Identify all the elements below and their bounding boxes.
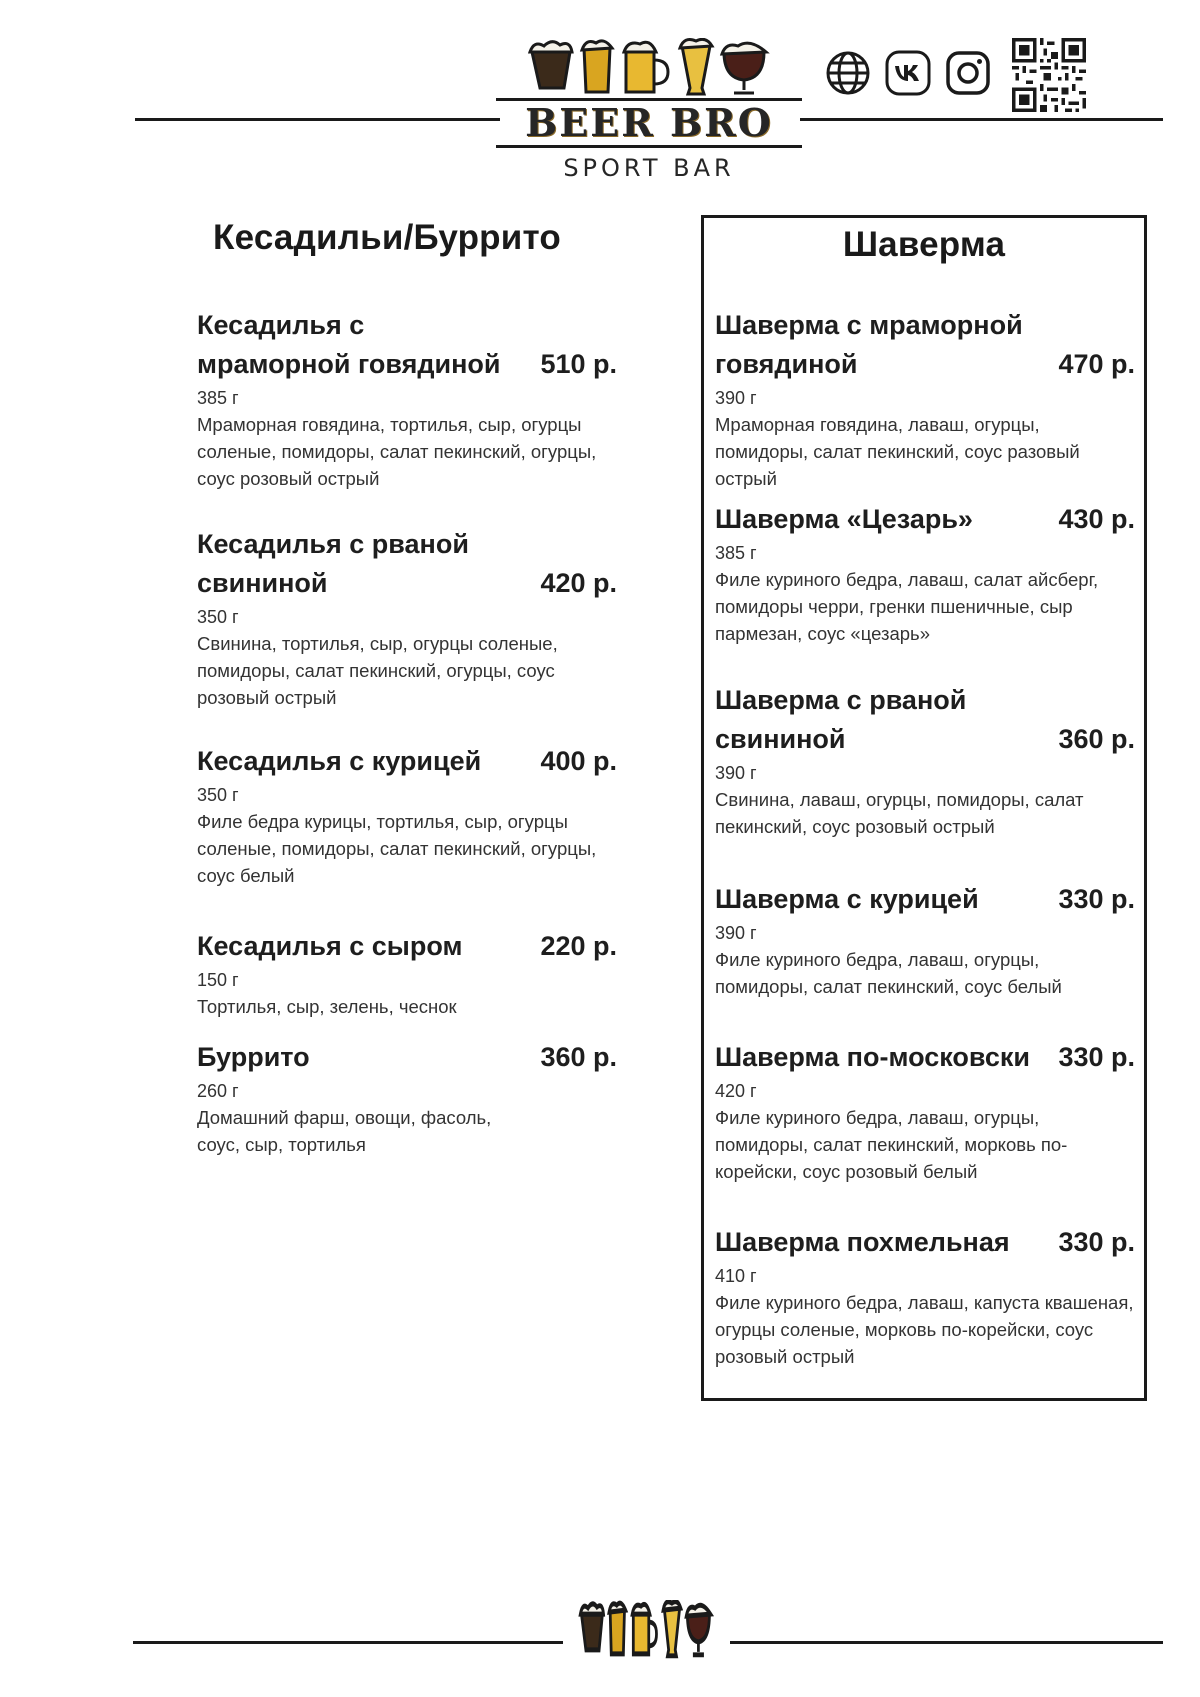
item-description: Филе бедра курицы, тортилья, сыр, огурцы соленые, помидоры, салат пекинский, огурцы, соус белый — [197, 811, 597, 886]
item-price: 330 р. — [1058, 1042, 1135, 1072]
item-weight: 385 г — [197, 388, 239, 408]
item-price: 330 р. — [1058, 884, 1135, 914]
item-name: Шаверма по-московски — [715, 1042, 1030, 1072]
item-description: Филе куриного бедра, лаваш, капуста квашеная, огурцы соленые, морковь по-корейски, соус розовый острый — [715, 1292, 1134, 1367]
item-price: 470 р. — [1058, 349, 1135, 379]
item-price: 220 р. — [540, 931, 617, 961]
menu-item — [197, 927, 617, 1020]
item-weight: 350 г — [197, 607, 239, 627]
item-description: Свинина, лаваш, огурцы, помидоры, салат пекинский, соус розовый острый — [715, 789, 1084, 837]
item-name: Кесадилья с рваной свининой — [197, 529, 469, 598]
menu-item — [715, 1038, 1135, 1185]
item-description: Филе куриного бедра, лаваш, салат айсберг, помидоры черри, гренки пшеничные, сыр пармезан, соус «цезарь» — [715, 569, 1099, 644]
qr-code-icon[interactable] — [1012, 38, 1086, 112]
item-description: Филе куриного бедра, лаваш, огурцы, помидоры, салат пекинский, морковь по-корейски, соус розовый белый — [715, 1107, 1068, 1182]
item-name: Буррито — [197, 1042, 310, 1072]
globe-icon[interactable] — [825, 50, 871, 96]
item-name: Шаверма с курицей — [715, 884, 979, 914]
item-weight: 385 г — [715, 543, 757, 563]
item-description: Мраморная говядина, тортилья, сыр, огурцы соленые, помидоры, салат пекинский, огурцы, соус розовый острый — [197, 414, 597, 489]
footer-rule-right — [730, 1641, 1163, 1644]
brand-subtitle: SPORT BAR — [563, 154, 735, 182]
item-price: 430 р. — [1058, 504, 1135, 534]
brand-name: BEER BRO — [496, 98, 802, 148]
menu-item — [715, 880, 1135, 1000]
menu-item — [715, 1223, 1135, 1370]
item-weight: 150 г — [197, 970, 239, 990]
item-price: 360 р. — [1058, 724, 1135, 754]
menu-item — [197, 306, 617, 492]
instagram-icon[interactable] — [945, 50, 991, 96]
menu-item — [715, 306, 1135, 492]
beer-glasses-icon — [496, 38, 802, 96]
item-weight: 260 г — [197, 1081, 239, 1101]
menu-item — [197, 742, 617, 889]
section-title: Шаверма — [842, 225, 1006, 264]
footer-rule-left — [133, 1641, 563, 1644]
menu-item — [197, 1038, 617, 1158]
menu-item — [197, 525, 617, 711]
section-shawarma — [701, 215, 1147, 1401]
item-weight: 350 г — [197, 785, 239, 805]
item-name: Кесадилья с сыром — [197, 931, 463, 961]
header-rule-left — [135, 118, 500, 121]
item-description: Филе куриного бедра, лаваш, огурцы, помидоры, салат пекинский, соус белый — [715, 949, 1062, 997]
item-name: Шаверма с рваной свининой — [715, 685, 967, 754]
menu-item — [715, 681, 1135, 840]
menu-item — [715, 500, 1135, 647]
beer-glasses-icon — [566, 1600, 726, 1660]
item-name: Шаверма «Цезарь» — [715, 504, 973, 534]
item-weight: 390 г — [715, 923, 757, 943]
section-title: Кесадильи/Буррито — [213, 218, 561, 257]
item-price: 330 р. — [1058, 1227, 1135, 1257]
item-price: 420 р. — [540, 568, 617, 598]
item-name: Кесадилья с мраморной говядиной — [197, 310, 501, 379]
item-price: 510 р. — [540, 349, 617, 379]
header-rule-right — [800, 118, 1163, 121]
item-weight: 420 г — [715, 1081, 757, 1101]
item-description: Свинина, тортилья, сыр, огурцы соленые, помидоры, салат пекинский, огурцы, соус розовый острый — [197, 633, 558, 708]
item-price: 400 р. — [540, 746, 617, 776]
item-weight: 410 г — [715, 1266, 757, 1286]
item-description: Мраморная говядина, лаваш, огурцы, помидоры, салат пекинский, соус разовый острый — [715, 414, 1080, 489]
social-links — [825, 50, 991, 96]
item-weight: 390 г — [715, 388, 757, 408]
item-description: Домашний фарш, овощи, фасоль, соус, сыр, тортилья — [197, 1107, 492, 1155]
item-name: Шаверма с мраморной говядиной — [715, 310, 1023, 379]
vk-icon[interactable] — [885, 50, 931, 96]
section-quesadillas — [197, 218, 617, 1155]
item-name: Шаверма похмельная — [715, 1227, 1010, 1257]
item-price: 360 р. — [540, 1042, 617, 1072]
brand-logo — [496, 38, 802, 182]
item-weight: 390 г — [715, 763, 757, 783]
item-description: Тортилья, сыр, зелень, чеснок — [197, 996, 457, 1017]
item-name: Кесадилья с курицей — [197, 746, 482, 776]
